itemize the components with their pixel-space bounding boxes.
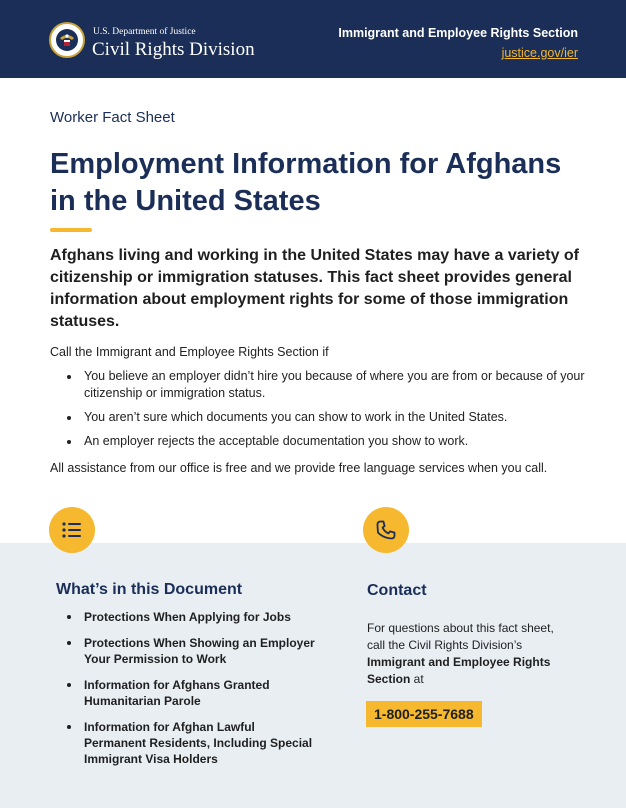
list-item: You aren’t sure which documents you can show to work in the United States. <box>65 409 595 426</box>
contact-text <box>367 620 572 688</box>
doj-seal-icon <box>49 22 85 58</box>
document-kicker: Worker Fact Sheet <box>50 109 175 126</box>
phone-number[interactable]: 1-800-255-7688 <box>366 701 482 727</box>
toc-item: Information for Afghans Granted Humanitarian Parole <box>66 677 316 709</box>
closing-sentence: All assistance from our office is free and we provide free language services when you call. <box>50 461 548 475</box>
agency-parent-name: U.S. Department of Justice <box>93 27 196 37</box>
toc-item: Information for Afghan Lawful Permanent Residents, Including Special Immigrant Visa Holders <box>66 719 316 767</box>
reasons-list <box>65 368 595 457</box>
contact-text-intro: For questions about this fact sheet, call the Civil Rights Division’s <box>367 621 554 652</box>
section-title: Immigrant and Employee Rights Section <box>338 26 578 40</box>
lead-paragraph: Afghans living and working in the United States may have a variety of citizenship or immigration statuses. This fact sheet provides general information about employment rights for some of those immigration statuses. <box>50 247 580 330</box>
title-accent-rule <box>50 228 92 232</box>
section-website-link[interactable]: justice.gov/ier <box>501 46 578 60</box>
toc-list <box>66 609 316 777</box>
list-icon <box>49 507 95 553</box>
toc-item: Protections When Showing an Employer Your Permission to Work <box>66 635 316 667</box>
toc-item: Protections When Applying for Jobs <box>66 609 316 625</box>
page-title: Employment Information for Afghans in the United States <box>50 148 562 217</box>
contact-section-name: Immigrant and Employee Rights Section <box>367 655 551 686</box>
toc-heading: What’s in this Document <box>56 581 243 598</box>
contact-text-end: at <box>410 672 424 686</box>
intro-sentence: Call the Immigrant and Employee Rights Section if <box>50 345 329 359</box>
phone-icon <box>363 507 409 553</box>
header-banner <box>0 0 626 78</box>
agency-name: Civil Rights Division <box>92 39 255 60</box>
contact-heading: Contact <box>367 582 427 599</box>
list-item: An employer rejects the acceptable documentation you show to work. <box>65 433 595 450</box>
list-item: You believe an employer didn’t hire you because of where you are from or because of your citizenship or immigration status. <box>65 368 595 402</box>
